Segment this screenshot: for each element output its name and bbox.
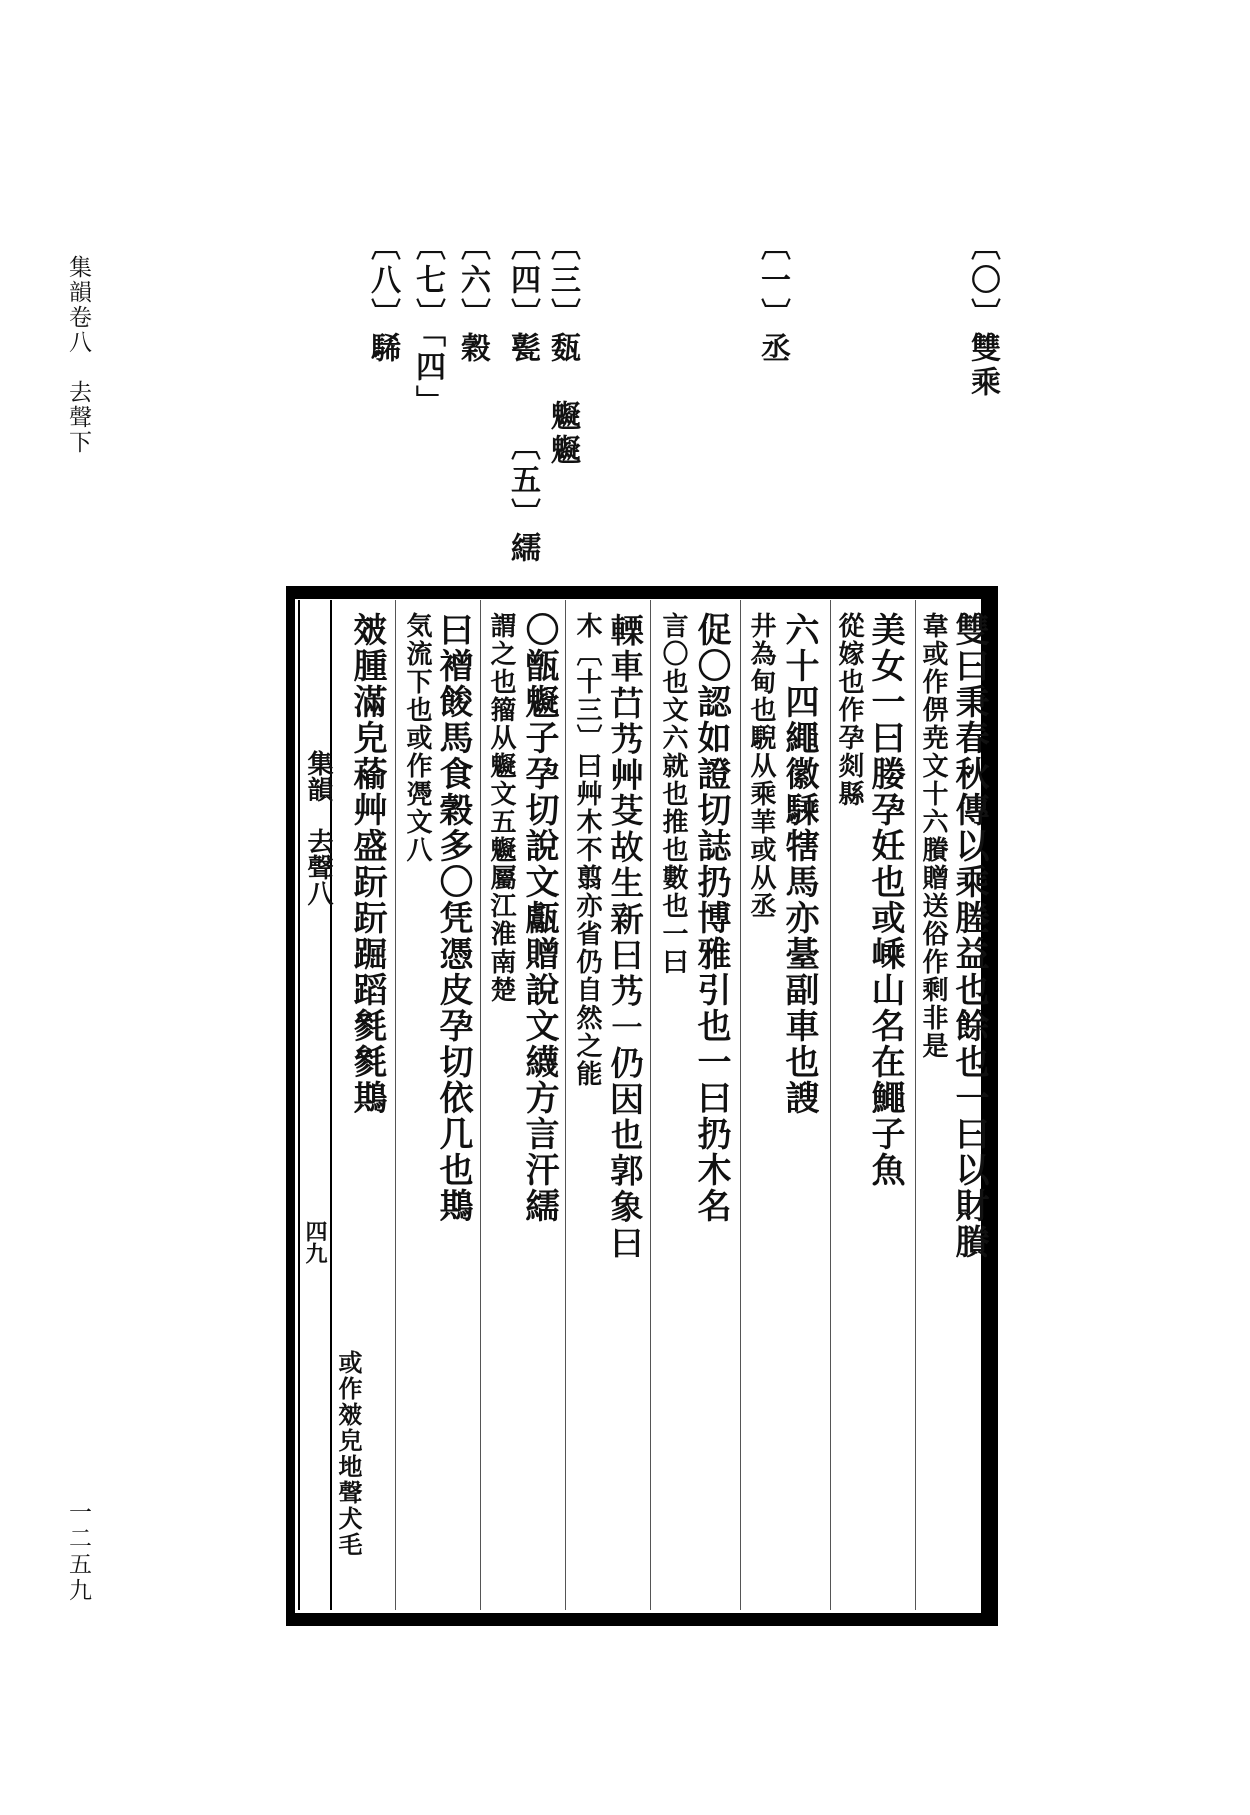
gutter-page-label: 四九 [302,1220,328,1264]
text-column: 木〔十三〕曰艸木不翦亦省仍自然之能 [572,612,602,1088]
column-rule [565,600,566,1610]
column-rule [740,600,741,1610]
text-column: 言〇也文六就也推也數也一曰 [658,612,688,976]
text-column: 謂之也籀从䰯文五䰯屬江淮南楚 [486,612,516,1004]
collation-note: 〔六〕穀 [455,230,490,366]
collation-note: 〔五〕繻 [505,430,540,566]
column-rule [650,600,651,1610]
collation-note: 〔三〕瓾 䰯䰯 [545,230,580,468]
text-column: 韋或作㑭尭文十六賸贈送俗作剩非是 [918,612,948,1060]
text-column: 促〇認如證切誌扔博雅引也一曰扔木名 [691,612,731,1224]
folio-number: 一二五九 [65,1500,91,1604]
text-column: 曰䙢餕馬食穀多〇凭憑皮孕切依几也䳢 [433,612,473,1224]
text-column: 〇甑䰯子孕切說文甗贈說文䌩方言汗繻 [519,612,559,1224]
collation-note: 〔七〕「四」 [410,230,445,419]
text-column: 從嫁也作孕剡縣 [834,612,864,808]
column-rule [915,600,916,1610]
collation-note: 〔〇〕雙乘 [965,230,1000,400]
column-rule [395,600,396,1610]
collation-note: 〔一〕丞 [755,230,790,366]
collation-note: 〔四〕甏 [505,230,540,366]
frame-top-border [289,589,995,599]
text-column: 六十四繩徽騬犗馬亦䑓副車也謏 [779,612,819,1116]
gutter-book-title: 集韻 去聲八 [303,750,333,906]
collation-note: 〔八〕䮎 [365,230,400,366]
column-rule [830,600,831,1610]
text-column: 美女一曰媵孕妊也或嵊山名在鱦子魚 [865,612,905,1188]
frame-bottom-border [289,1613,995,1623]
text-column: 井為甸也䮘从乘䒠或从丞 [746,612,776,920]
text-column: 𨍫車𦬅艿艸芟故生新曰艿一仍因也郭象曰 [605,612,645,1260]
column-rule [480,600,481,1610]
text-column: 㿰腫滿皃䕆艸盛䟚䟚䠇蹈毿毿䳢 [347,612,387,1116]
text-column: 雙曰秉春秋傳以乘塍益也餘也一曰以財賸 [949,612,989,1260]
text-column: 気流下也或作凴文八 [402,612,432,864]
text-column: 或作㿰皃地聲犬毛 [334,1350,363,1558]
frame-left-border [289,589,295,1623]
running-title: 集韻卷八 去聲下 [65,255,91,455]
